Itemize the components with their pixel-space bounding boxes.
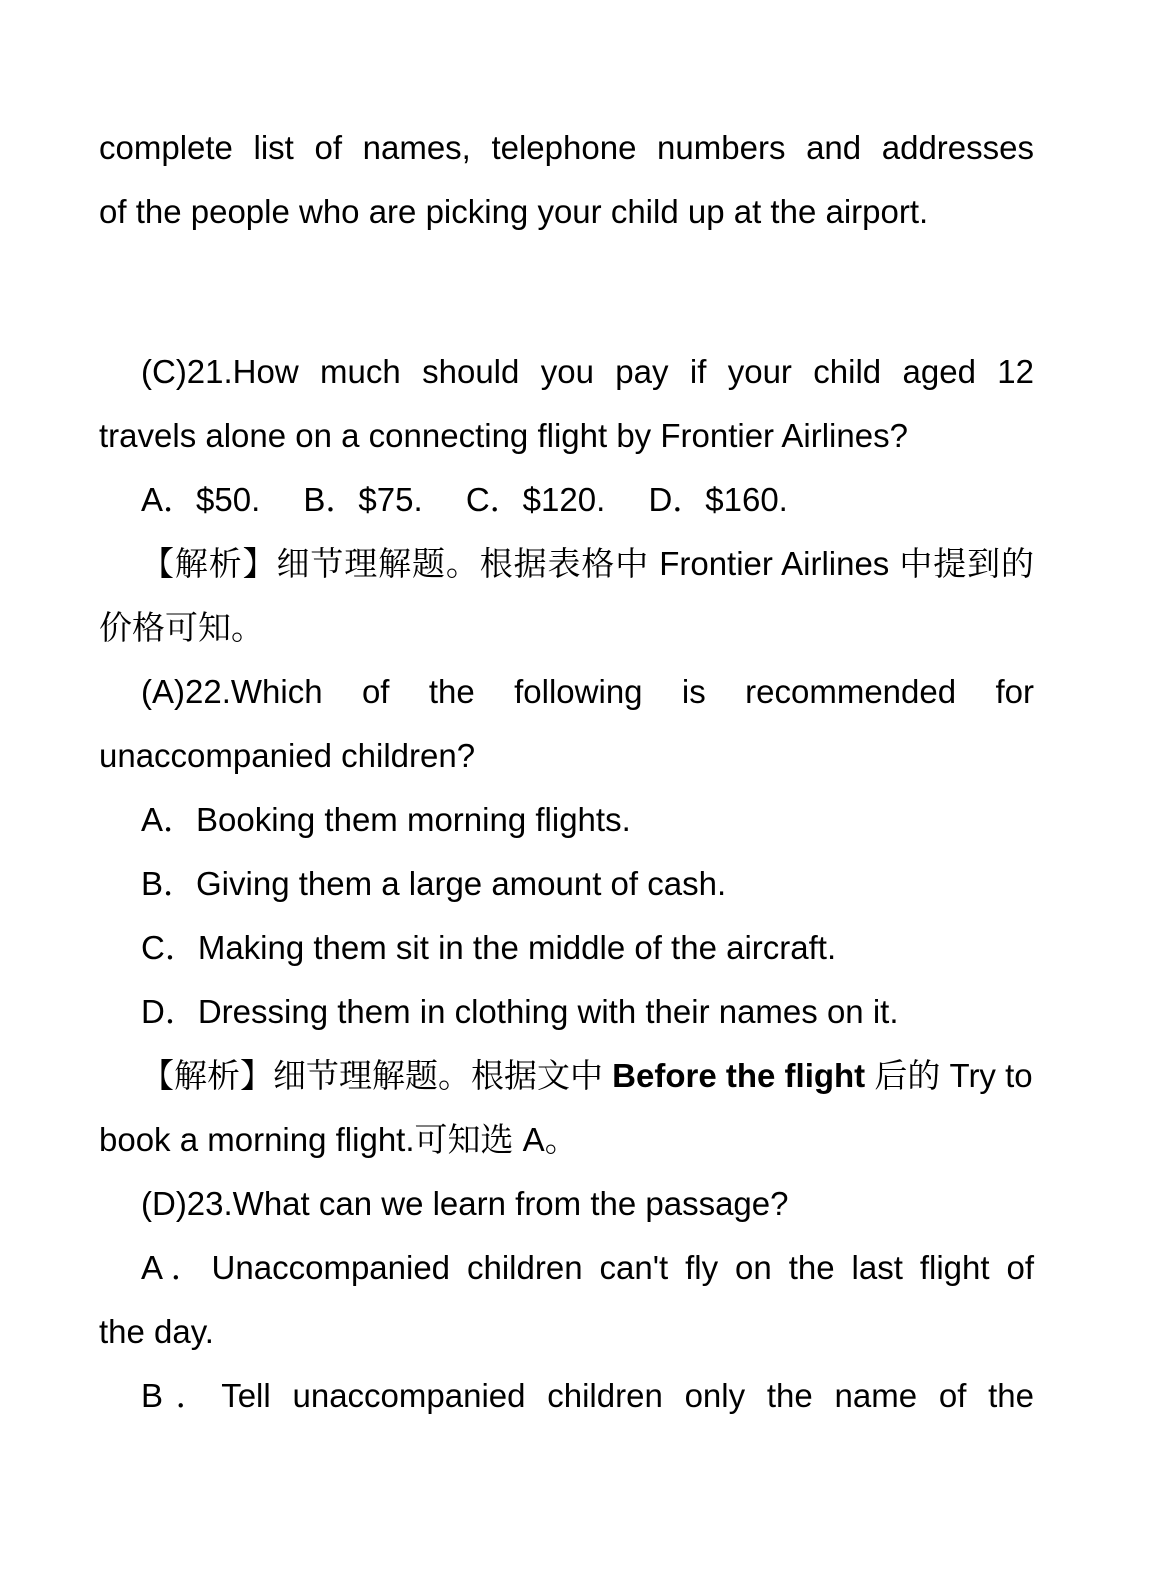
intro-line-2: of the people who are picking your child up at the airport. xyxy=(99,193,929,230)
question-22-analysis-line-2: book a morning flight.可知选 A。 xyxy=(99,1121,578,1158)
option-b: B．$75. xyxy=(303,481,423,518)
question-21-analysis-line-1: 【解析】细节理解题。根据表格中 Frontier Airlines 中提到的 xyxy=(141,545,1034,582)
question-22-line-1: (A)22.Which of the following is recommended for xyxy=(141,673,1034,710)
question-22-analysis-line-1 xyxy=(99,1044,1034,1108)
analysis-text-post: 后的 Try to xyxy=(865,1057,1033,1094)
intro-line-1: complete list of names, telephone numbers and addresses xyxy=(99,129,1034,166)
question-21-options xyxy=(99,468,1034,532)
option-d: D．$160. xyxy=(648,481,788,518)
option-c: C．$120. xyxy=(465,481,606,518)
option-a: A．$50. xyxy=(141,481,261,518)
analysis-text-pre: 【解析】细节理解题。根据文中 xyxy=(141,1057,613,1094)
analysis-bold-phrase: Before the flight xyxy=(612,1057,866,1094)
question-22-line-2: unaccompanied children? xyxy=(99,737,476,774)
question-23-option-a-line-1: A．Unaccompanied children can't fly on the last flight of xyxy=(141,1249,1034,1286)
question-22-option-c: C．Making them sit in the middle of the aircraft. xyxy=(141,929,837,966)
question-22-option-a: A．Booking them morning flights. xyxy=(141,801,631,838)
question-22-option-b: B．Giving them a large amount of cash. xyxy=(141,865,727,902)
document-page xyxy=(99,116,1034,1428)
question-21-analysis-line-2: 价格可知。 xyxy=(99,609,264,646)
question-23-option-b-line-1: B．Tell unaccompanied children only the name of the xyxy=(141,1377,1034,1414)
paragraph-gap xyxy=(99,244,1034,340)
question-21-line-2: travels alone on a connecting flight by Frontier Airlines? xyxy=(99,417,908,454)
question-21-line-1: (C)21.How much should you pay if your child aged 12 xyxy=(141,353,1034,390)
question-23-line-1: (D)23.What can we learn from the passage? xyxy=(141,1185,789,1222)
question-23-option-a-line-2: the day. xyxy=(99,1313,214,1350)
question-22-option-d: D．Dressing them in clothing with their names on it. xyxy=(141,993,899,1030)
